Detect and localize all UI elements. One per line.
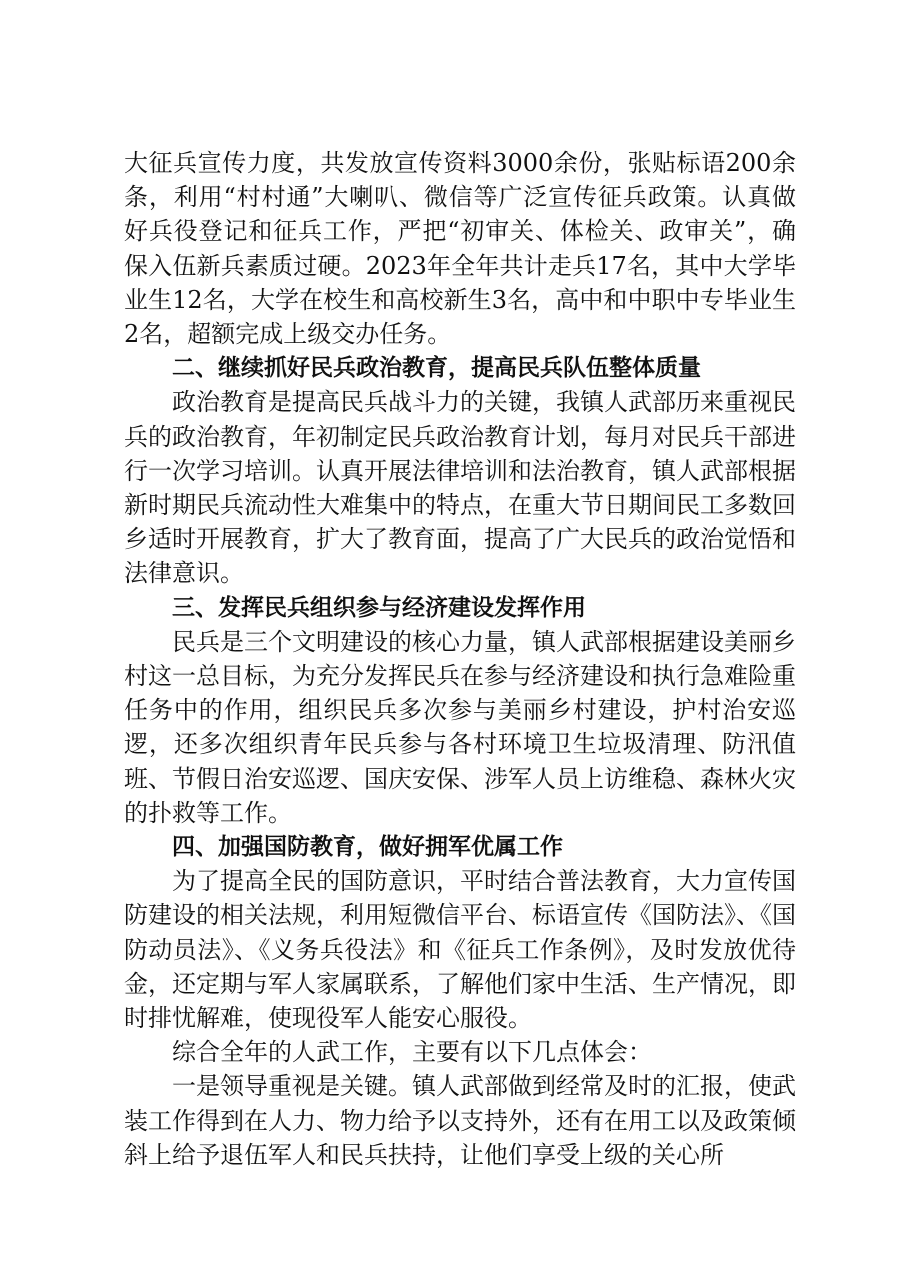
paragraph-leadership-point: 一是领导重视是关键。镇人武部做到经常及时的汇报，使武装工作得到在人力、物力给予以支持外，还有在用工以及政策倾斜上给予退伍军人和民兵扶持，让他们享受上级的关心所 [124, 1072, 796, 1169]
paragraph-economic-construction: 民兵是三个文明建设的核心力量，镇人武部根据建设美丽乡村这一总目标，为充分发挥民兵在参与经济建设和执行急难险重任务中的作用，组织民兵多次参与美丽乡村建设，护村治安巡逻，还多次组织青年民兵参与各村环境卫生垃圾清理、防汛值班、节假日治安巡逻、国庆安保、涉军人员上访维稳、森林火灾的扑救等工作。 [124, 627, 796, 827]
paragraph-summary-intro: 综合全年的人武工作，主要有以下几点体会： [172, 1038, 652, 1067]
paragraph-political-education: 政治教育是提高民兵战斗力的关键，我镇人武部历来重视民兵的政治教育，年初制定民兵政治教育计划，每月对民兵干部进行一次学习培训。认真开展法律培训和法治教育，镇人武部根据新时期民兵流动性大难集中的特点，在重大节日期间民工多数回乡适时开展教育，扩大了教育面，提高了广大民兵的政治觉悟和法律意识。 [124, 388, 796, 588]
heading-section-two: 二、继续抓好民兵政治教育，提高民兵队伍整体质量 [172, 355, 701, 382]
document-body [124, 146, 796, 1172]
heading-section-three: 三、发挥民兵组织参与经济建设发挥作用 [172, 594, 586, 621]
paragraph-national-defense: 为了提高全民的国防意识，平时结合普法教育，大力宣传国防建设的相关法规，利用短微信平台、标语宣传《国防法》、《国防动员法》、《义务兵役法》和《征兵工作条例》，及时发放优待金，还定期与军人家属联系，了解他们家中生活、生产情况，即时排忧解难，使现役军人能安心服役。 [124, 867, 796, 1033]
paragraph-recruitment-continued: 大征兵宣传力度，共发放宣传资料3000余份，张贴标语200余条，利用“村村通”大喇叭、微信等广泛宣传征兵政策。认真做好兵役登记和征兵工作，严把“初审关、体检关、政审关”，确保入伍新兵素质过硬。2023年全年共计走兵17名，其中大学毕业生12名，大学在校生和高校新生3名，高中和中职中专毕业生2名，超额完成上级交办任务。 [124, 149, 796, 349]
heading-section-four: 四、加强国防教育，做好拥军优属工作 [172, 834, 563, 861]
